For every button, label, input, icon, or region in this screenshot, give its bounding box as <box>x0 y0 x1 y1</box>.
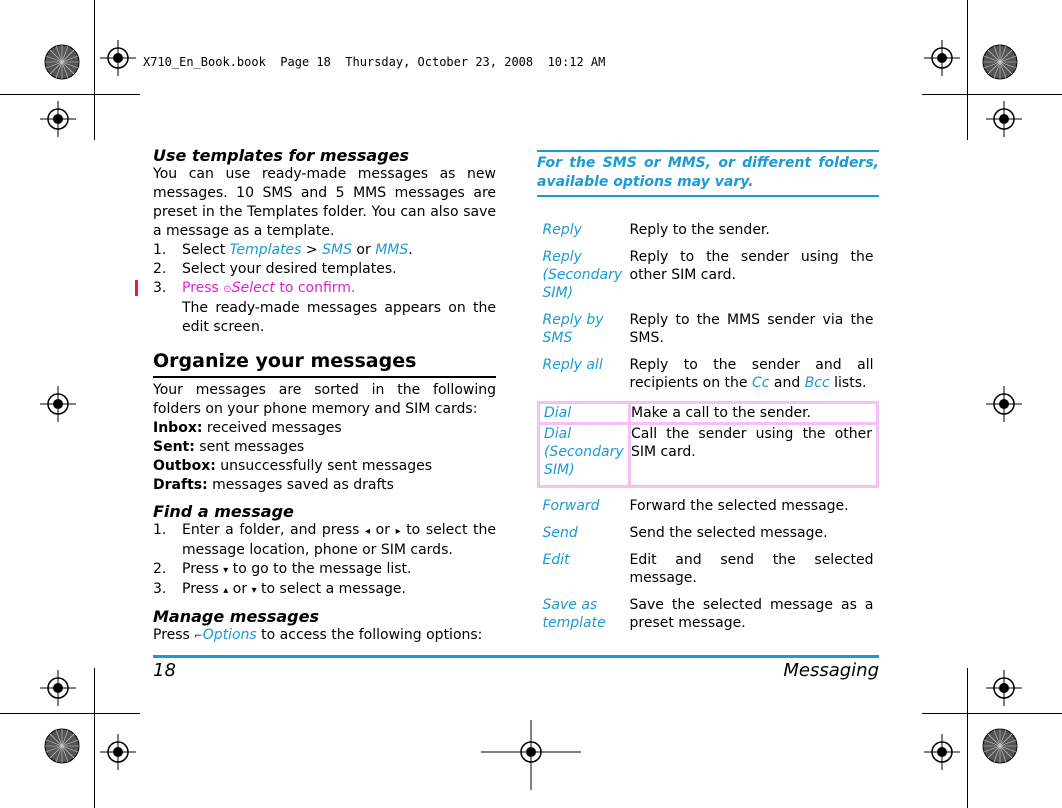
option-desc: Reply to the MMS sender via the SMS. <box>629 312 874 346</box>
folder-desc: unsuccessfully sent messages <box>215 458 433 474</box>
folder-desc: sent messages <box>194 439 305 455</box>
step-text: Select your desired templates. <box>182 261 397 277</box>
center-key-icon: ⊙ <box>223 284 232 295</box>
options-note: For the SMS or MMS, or different folders, available options may vary. <box>537 150 879 197</box>
table-row <box>539 248 878 311</box>
step-number: 2. <box>153 561 167 577</box>
options-softkey-label: Options <box>202 627 257 643</box>
option-name: Reply all <box>542 357 603 373</box>
list-item <box>153 241 496 260</box>
folder-item <box>153 476 496 495</box>
templates-heading: Use templates for messages <box>153 146 410 165</box>
section-title: Messaging <box>783 660 879 681</box>
left-key-icon: ◂ <box>365 526 371 537</box>
step-number: 1. <box>153 242 167 258</box>
down-key-icon: ▾ <box>251 585 257 596</box>
folder-desc: received messages <box>202 420 342 436</box>
table-row <box>539 497 878 524</box>
step-note: The ready-made messages appears on the edit screen. <box>182 300 496 335</box>
table-row <box>539 424 878 487</box>
option-desc: Forward the selected message. <box>629 498 849 514</box>
folder-label: Inbox: <box>153 420 203 436</box>
manage-text <box>153 626 496 646</box>
folder-label: Drafts: <box>153 477 208 493</box>
option-desc: Reply to the sender using the other SIM card. <box>629 249 874 283</box>
folder-label: Sent: <box>153 439 195 455</box>
templates-link: Templates <box>229 242 302 258</box>
step-text: to access the following options: <box>256 627 483 643</box>
list-item <box>153 279 496 337</box>
option-desc-text: Reply to the sender and all recipients on the <box>629 357 874 391</box>
folder-desc: messages saved as drafts <box>207 477 394 493</box>
step-text: . <box>408 242 413 258</box>
option-desc: Send the selected message. <box>629 525 828 541</box>
step-text: > <box>301 242 323 258</box>
options-table <box>537 221 879 641</box>
page-number: 18 <box>153 660 176 681</box>
option-desc: Save the selected message as a preset message. <box>629 597 874 631</box>
table-row <box>539 524 878 551</box>
step-number: 2. <box>153 261 167 277</box>
step-text: to select a message. <box>256 581 406 597</box>
find-heading: Find a message <box>153 502 294 521</box>
change-bar <box>135 280 138 296</box>
organize-intro: Your messages are sorted in the following folders on your phone memory and SIM cards: <box>153 382 496 417</box>
option-desc: Make a call to the sender. <box>630 403 878 424</box>
table-row <box>539 311 878 356</box>
file-stamp: X710_En_Book.book Page 18 Thursday, October 23, 2008 10:12 AM <box>143 55 606 69</box>
table-row <box>539 221 878 248</box>
option-name: Edit <box>542 552 570 568</box>
left-column <box>153 146 496 646</box>
folder-item <box>153 457 496 476</box>
select-softkey-label: Select <box>231 280 275 296</box>
option-desc: Edit and send the selected message. <box>629 552 874 586</box>
down-key-icon: ▾ <box>223 565 229 576</box>
step-text: Press <box>182 561 224 577</box>
option-name: Save as template <box>542 597 606 631</box>
option-desc: Call the sender using the other SIM card. <box>630 424 878 487</box>
step-number: 3. <box>153 581 167 597</box>
option-name: Dial <box>539 403 630 424</box>
bcc-link: Bcc <box>804 375 830 391</box>
step-text: Enter a folder, and press <box>182 522 366 538</box>
option-name: Reply <box>542 222 582 238</box>
option-name: Send <box>542 525 578 541</box>
list-item <box>153 580 496 600</box>
step-text: Press <box>182 581 224 597</box>
cc-link: Cc <box>751 375 770 391</box>
option-desc-text: lists. <box>829 375 867 391</box>
up-key-icon: ▴ <box>223 585 229 596</box>
step-text: Press <box>182 280 224 296</box>
list-item <box>153 560 496 580</box>
table-row <box>539 356 878 403</box>
step-number: 3. <box>153 280 167 296</box>
step-text: or <box>228 581 252 597</box>
option-name: Forward <box>542 498 600 514</box>
step-text: to confirm. <box>274 280 356 296</box>
right-key-icon: ▸ <box>395 526 401 537</box>
option-desc-text: and <box>769 375 805 391</box>
step-text: to select the message location, phone or SIM cards. <box>182 522 496 558</box>
right-column <box>537 150 879 641</box>
step-text: Press <box>153 627 195 643</box>
step-text: Select <box>182 242 230 258</box>
table-row <box>539 403 878 424</box>
list-item <box>153 521 496 560</box>
sms-link: SMS <box>322 242 352 258</box>
folder-item <box>153 419 496 438</box>
step-text: or <box>370 522 396 538</box>
step-text: or <box>351 242 376 258</box>
option-name: Reply by SMS <box>542 312 604 346</box>
step-number: 1. <box>153 522 167 538</box>
manage-heading: Manage messages <box>153 607 319 626</box>
option-desc: Reply to the sender. <box>629 222 770 238</box>
footer-rule <box>153 655 879 658</box>
folder-item <box>153 438 496 457</box>
table-row <box>539 596 878 641</box>
organize-heading: Organize your messages <box>153 349 496 378</box>
templates-intro: You can use ready-made messages as new messages. 10 SMS and 5 MMS messages are preset in the Templates folder. You can also save a message as a template. <box>153 166 496 239</box>
step-text: to go to the message list. <box>228 561 412 577</box>
list-item <box>153 260 496 279</box>
option-name: Dial (Secondary SIM) <box>539 424 630 487</box>
folder-label: Outbox: <box>153 458 216 474</box>
table-row <box>539 551 878 596</box>
mms-link: MMS <box>375 242 409 258</box>
option-name: Reply (Secondary SIM) <box>542 249 623 301</box>
left-softkey-icon: ⌐ <box>194 631 203 642</box>
option-desc <box>630 356 878 403</box>
